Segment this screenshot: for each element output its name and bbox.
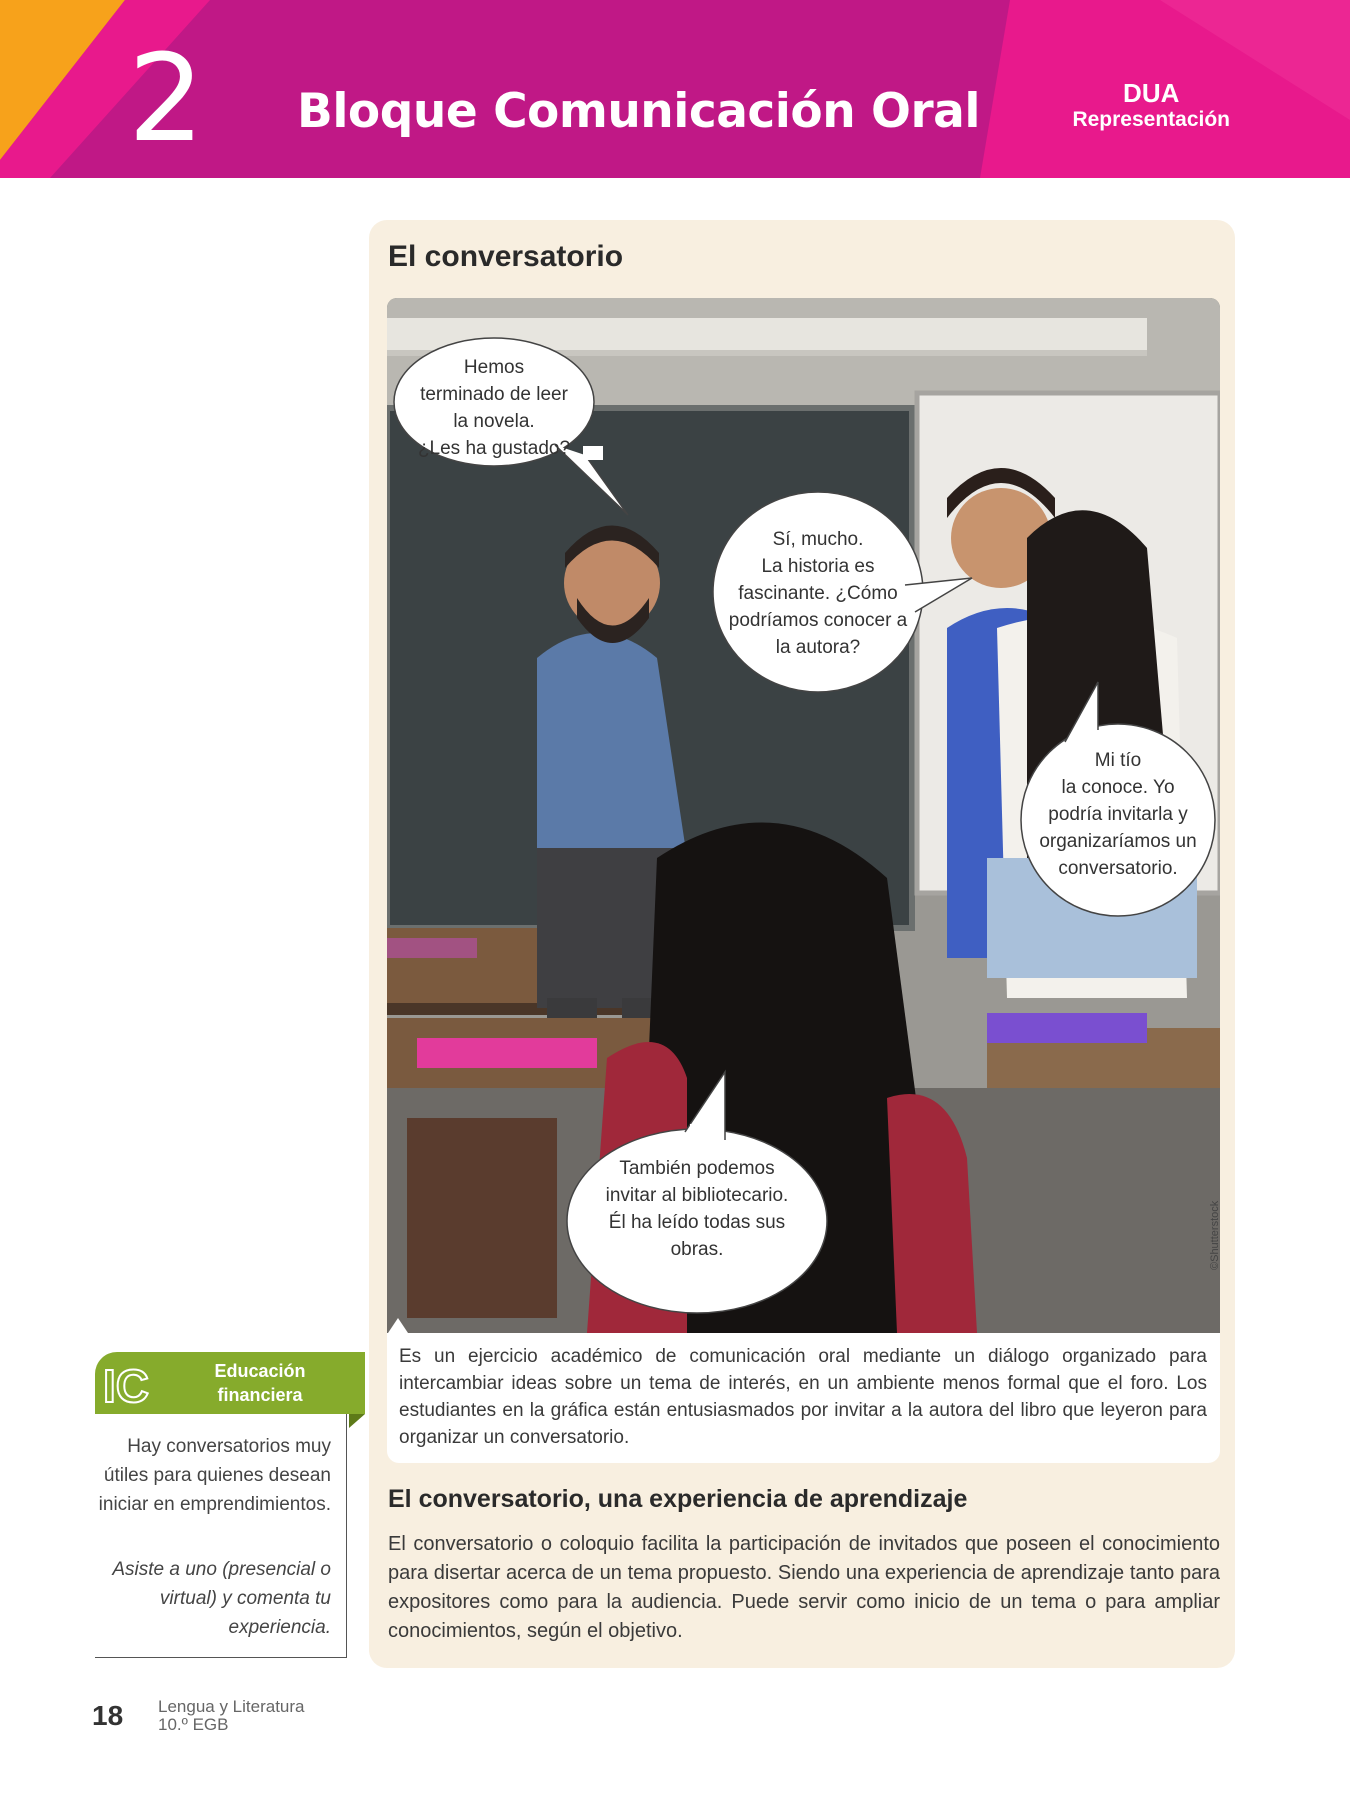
bubble-line: la novela. — [453, 411, 535, 432]
bubble-line: invitar al bibliotecario. — [605, 1185, 789, 1206]
bubble-line: terminado de leer — [420, 384, 568, 405]
bubble-line: Él ha leído todas sus — [608, 1212, 786, 1233]
page-number: 18 — [92, 1700, 124, 1731]
unit-number: 2 — [128, 30, 205, 169]
tag-label-line1: Educación — [214, 1361, 306, 1381]
ic-logo-text: IC — [103, 1360, 149, 1408]
speech-bubble-girl-front — [577, 1155, 817, 1263]
bubble-line: Hemos — [463, 357, 525, 378]
section-body: El conversatorio o coloquio facilita la participación de invitados que poseen el conocimiento para disertar acerca de un tema propuesto. Siendo una experiencia de aprendizaje tanto para expositores como para la audiencia. Puede servir como inicio de un tema o para ampliar conocimientos, según el objetivo. — [388, 1533, 1220, 1642]
dua-subtitle: Representación — [1072, 108, 1230, 131]
footer-grade: 10.º EGB — [158, 1715, 229, 1734]
speech-bubble-teacher — [404, 354, 584, 462]
sidebar-activity: Asiste a uno (presencial o virtual) y comenta tu experiencia. — [112, 1559, 331, 1638]
bubble-line: obras. — [670, 1239, 724, 1260]
bubble-line: Sí, mucho. — [772, 529, 864, 550]
bubble-line: Mi tío — [1094, 750, 1142, 771]
bubble-line: También podemos — [619, 1158, 775, 1179]
dua-title: DUA — [1123, 78, 1180, 108]
bubble-line: la conoce. Yo — [1061, 777, 1175, 798]
bubble-line: La historia es — [761, 556, 875, 577]
caption-notch — [388, 1318, 408, 1333]
bubble-line: conversatorio. — [1058, 858, 1178, 879]
speech-bubble-girl-right — [1023, 747, 1213, 882]
footer-subject: Lengua y Literatura — [158, 1697, 305, 1716]
bubble-line: organizaríamos un — [1039, 831, 1197, 852]
photo-credit: ©Shutterstock — [1209, 1200, 1221, 1270]
bubble-line: podríamos conocer a — [728, 610, 908, 631]
bubble-line: fascinante. ¿Cómo — [738, 583, 898, 604]
speech-bubble-boy — [713, 526, 923, 661]
bubble-line: ¿Les ha gustado? — [417, 438, 571, 459]
sidebar-text: Hay conversatorios muy útiles para quienes desean iniciar en emprendimientos. — [98, 1436, 331, 1515]
section-title: El conversatorio, una experiencia de aprendizaje — [388, 1485, 968, 1513]
block-title: Bloque Comunicación Oral — [297, 84, 980, 139]
caption-text: Es un ejercicio académico de comunicación oral mediante un diálogo organizado para intercambiar ideas sobre un tema de interés, en un ambiente menos formal que el foro. Los estudiantes en la gráfica están entusiasmados por invitar a la autora del libro que leyeron para organizar un conversatorio. — [399, 1346, 1207, 1448]
panel-title: El conversatorio — [388, 240, 624, 273]
tag-label-line2: financiera — [217, 1385, 303, 1405]
bubble-line: la autora? — [775, 637, 861, 658]
bubble-line: podría invitarla y — [1048, 804, 1188, 825]
